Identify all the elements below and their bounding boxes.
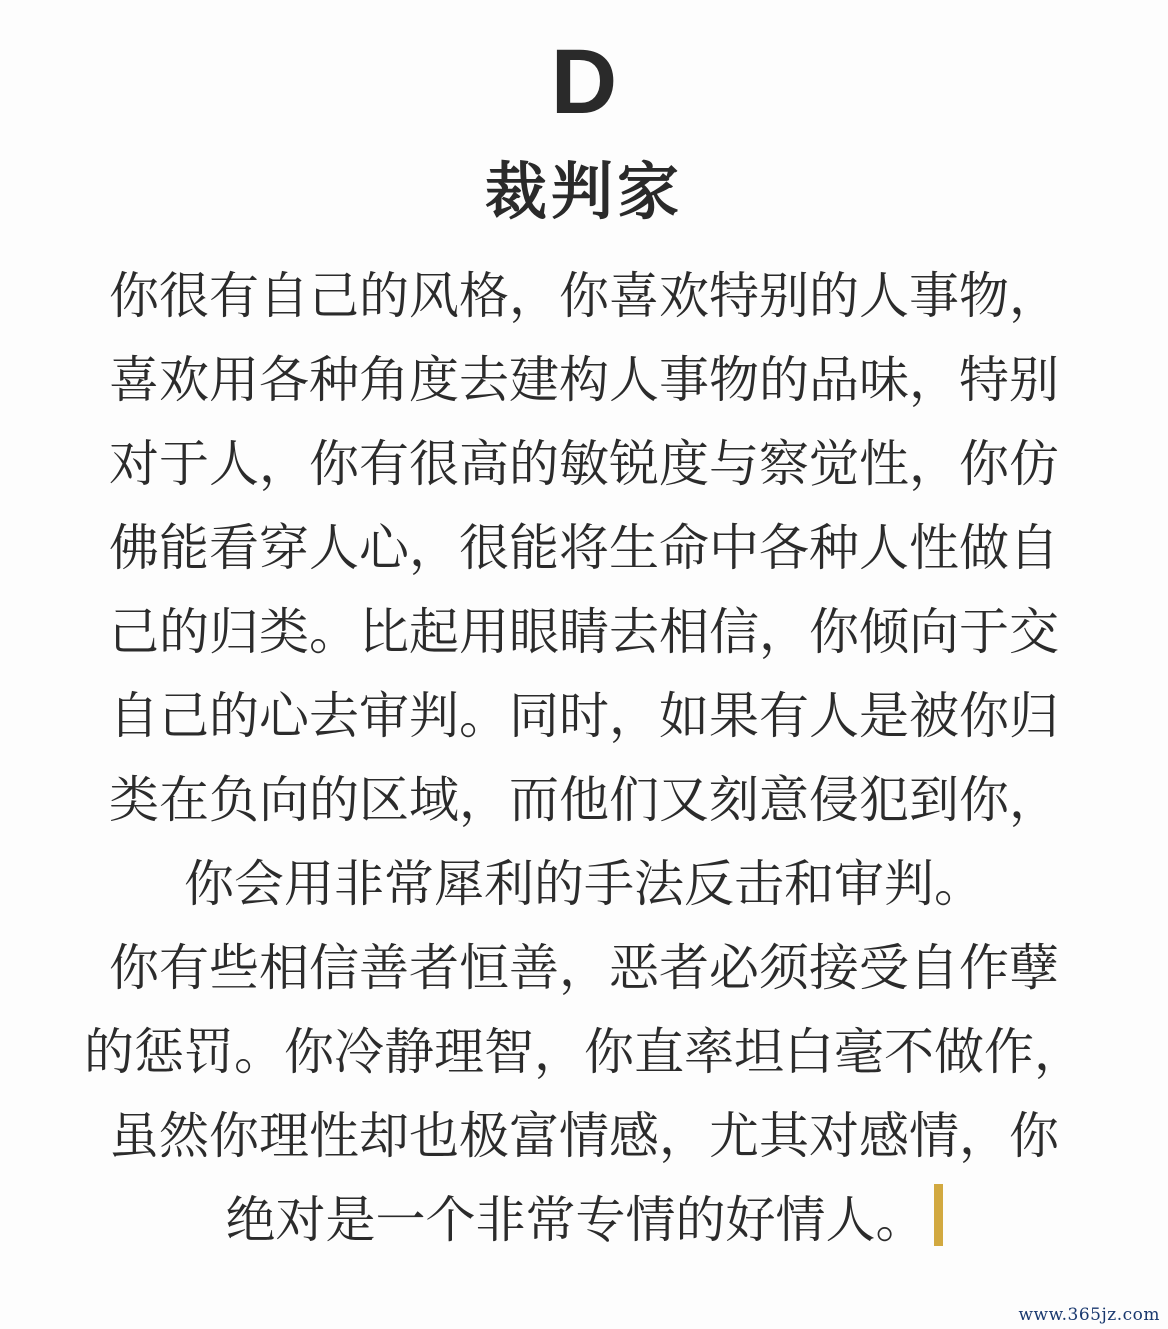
text-line: 的惩罚。你冷静理智，你直率坦白毫不做作，: [84, 1024, 1084, 1080]
text-line: [0, 1178, 1168, 1262]
text-line: 你有些相信善者恒善，恶者必须接受自作孽: [109, 940, 1059, 996]
text-line: 自己的心去审判。同时，如果有人是被你归: [109, 688, 1059, 744]
grade-letter: D: [550, 31, 618, 133]
text-line: 己的归类。比起用眼睛去相信，你倾向于交: [109, 604, 1059, 660]
text-line: 类在负向的区域，而他们又刻意侵犯到你，: [109, 772, 1059, 828]
text-line: 你会用非常犀利的手法反击和审判。: [184, 856, 984, 912]
body-text: [0, 254, 1168, 1262]
text-line: 喜欢用各种角度去建构人事物的品味，特别: [109, 352, 1059, 408]
last-line-text: 绝对是一个非常专情的好情人。: [225, 1192, 926, 1248]
text-line: 虽然你理性却也极富情感，尤其对感情，你: [109, 1108, 1059, 1164]
watermark: www.365jz.com: [1018, 1305, 1160, 1325]
page-title: 裁判家: [484, 158, 683, 227]
text-line: 你很有自己的风格，你喜欢特别的人事物，: [109, 268, 1059, 324]
text-line: 佛能看穿人心，很能将生命中各种人性做自: [109, 520, 1059, 576]
text-cursor: [934, 1184, 943, 1246]
text-line: 对于人，你有很高的敏锐度与察觉性，你仿: [109, 436, 1059, 492]
